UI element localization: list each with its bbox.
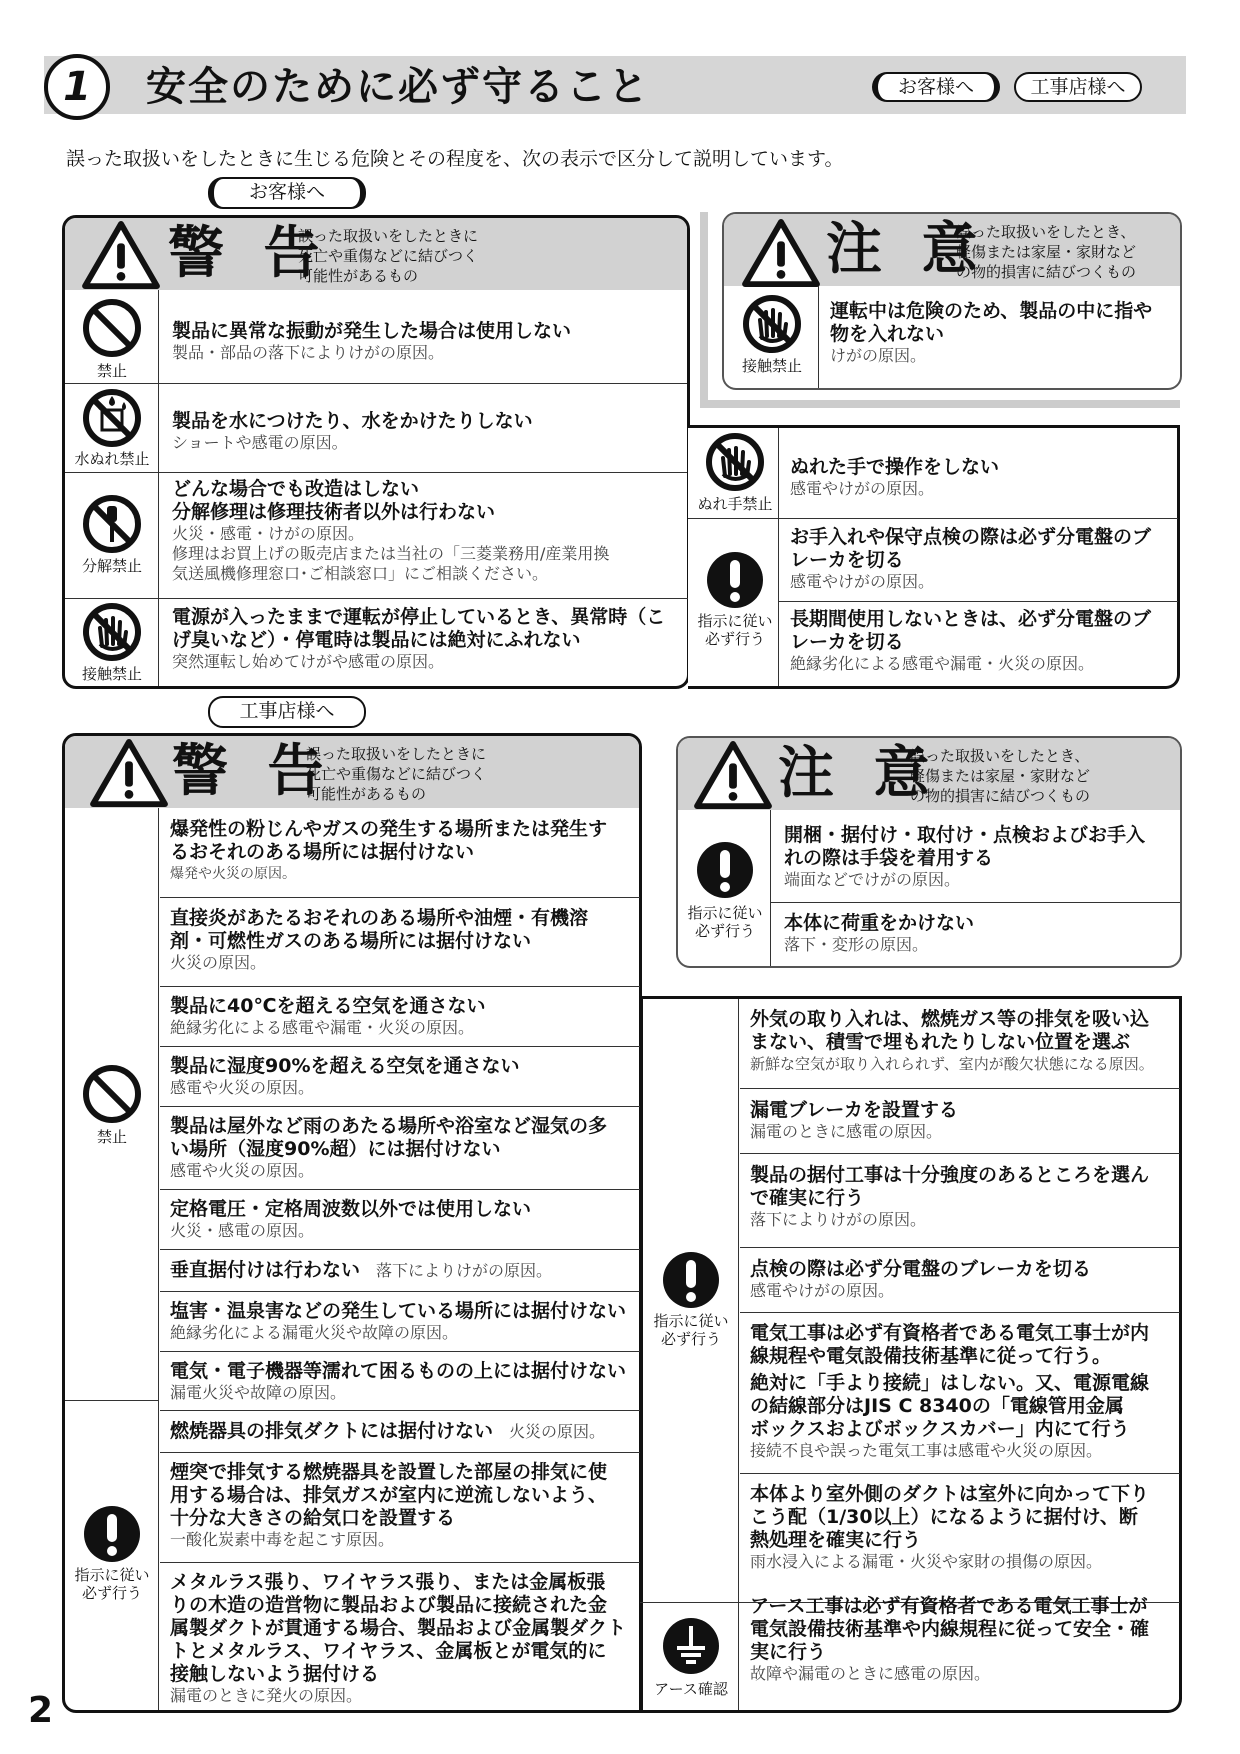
cw-item-1: 製品に異常な振動が発生した場合は使用しない 製品・部品の落下によりけがの原因。 — [172, 320, 572, 362]
kw2-item-1: 外気の取り入れは、燃焼ガス等の排気を吸い込 まない、積雪で埋もれたりしない位置を選ぶ 新鮮な空気が取り入れられず、室内が酸欠状態になる原因。 — [750, 1008, 1154, 1073]
kw2-list — [740, 999, 1180, 1697]
mandatory-icon — [705, 550, 765, 610]
kw-item-7: 垂直据付けは行わない 落下によりけがの原因。 — [160, 1249, 640, 1291]
kw-item-1: 爆発性の粉じんやガスの発生する場所または発生す るおそれのある場所には据付けない 爆発や火災の原因。 — [170, 818, 608, 882]
label-follow: 指示に従い 必ず行う — [653, 1312, 729, 1348]
label-prohibit: 禁止 — [96, 1128, 127, 1146]
prohibit-icon — [82, 1064, 142, 1124]
kw2-item-5: 電気工事は必ず有資格者である電気工事士が内 線規程や電気設備技術基準に従って行う。 絶対に「手より接続」はしない。又、電源電線 の結線部分はJIS C 8340の「電線管用金属 ボックスおよびボックスカバー」内にて行う 接続不良や誤った電気工事は感電や火災の原因。 — [740, 1312, 1180, 1473]
kw-item-5: 製品は屋外など雨のあたる場所や浴室など湿気の多 い場所（湿度90%超）には据付けない 感電や火災の原因。 — [160, 1106, 640, 1189]
kw-item-2: 直接炎があたるおそれのある場所や油煙・有機溶 剤・可燃性ガスのある場所には据付けない 火災の原因。 — [160, 897, 640, 986]
cw2-item-1: ぬれた手で操作をしない 感電やけがの原因。 — [790, 456, 1000, 498]
no-touch-icon — [82, 602, 142, 662]
intro-text: 誤った取扱いをしたときに生じる危険とその程度を、次の表示で区分して説明しています。 — [66, 148, 844, 170]
kw-item-10: 燃焼器具の排気ダクトには据付けない 火災の原因。 — [160, 1410, 640, 1452]
label-water: 水ぬれ禁止 — [74, 450, 150, 468]
kw-item-11: 煙突で排気する燃焼器具を設置した部屋の排気に使 用する場合は、排気ガスが室内に逆流しないよう、 十分な大きさの給気口を設置する 一酸化炭素中毒を起こす原因。 — [160, 1452, 640, 1562]
kw-item-9: 電気・電子機器等濡れて困るものの上には据付けない 漏電火災や故障の原因。 — [160, 1351, 640, 1410]
kw2-item-2: 漏電ブレーカを設置する 漏電のときに感電の原因。 — [740, 1088, 1180, 1153]
cw-item-2: 製品を水につけたり、水をかけたりしない ショートや感電の原因。 — [172, 410, 533, 452]
label-touch: 接触禁止 — [81, 665, 142, 683]
caution-title: 注 意 — [826, 217, 988, 282]
label-touch: 接触禁止 — [741, 357, 802, 375]
caution-triangle-icon — [694, 740, 772, 810]
cw2-item-3: 長期間使用しないときは、必ず分電盤のブ レーカを切る 絶縁劣化による感電や漏電・火災の原因。 — [790, 608, 1152, 673]
section-contractor-label: 工事店様へ — [208, 696, 366, 728]
page-title: 安全のために必ず守ること — [146, 64, 650, 110]
mandatory-icon — [695, 840, 755, 900]
section-number: 1 — [44, 54, 110, 120]
contractor-tag: 工事店様へ — [1014, 72, 1142, 102]
cw-item-3: どんな場合でも改造はしない 分解修理は修理技術者以外は行わない 火災・感電・けがの原因。 修理はお買上げの販売店または当社の「三菱業務用/産業用換 気送風機修理窓口･ご相談窓口」にご相談ください。 — [172, 478, 610, 583]
caution-desc: 誤った取扱いをしたとき、 軽傷または家屋・家財など の物的損害に結びつくもの — [956, 223, 1137, 281]
kc-item-2: 本体に荷重をかけない 落下・変形の原因。 — [784, 912, 975, 954]
label-follow: 指示に従い 必ず行う — [697, 612, 773, 648]
earth-icon — [661, 1616, 721, 1676]
warning-triangle-icon — [82, 220, 160, 290]
cw-item-4: 電源が入ったままで運転が停止しているとき、異常時（こ げ臭いなど）・停電時は製品には絶対にふれない 突然運転し始めてけがや感電の原因。 — [172, 606, 666, 671]
warning-desc: 誤った取扱いをしたときに 死亡や重傷などに結びつく 可能性があるもの — [298, 227, 479, 285]
label-disassemble: 分解禁止 — [81, 557, 142, 575]
kw2-item-7: アース工事は必ず有資格者である電気工事士が 電気設備技術基準や内線規程に従って安全・確 実に行う 故障や漏電のときに感電の原因。 — [750, 1595, 1150, 1683]
cc-item-1: 運転中は危険のため、製品の中に指や 物を入れない けがの原因。 — [830, 300, 1153, 365]
mandatory-icon — [82, 1504, 142, 1564]
label-follow: 指示に従い 必ず行う — [74, 1566, 150, 1602]
label-earth: アース確認 — [654, 1680, 728, 1698]
no-wet-hands-icon — [705, 432, 765, 492]
caution-triangle-icon — [742, 218, 820, 288]
caution-desc-2: 誤った取扱いをしたとき、 軽傷または家屋・家財など の物的損害に結びつくもの — [910, 747, 1091, 805]
warning-title-2: 警 告 — [172, 739, 334, 804]
label-wethand: ぬれ手禁止 — [697, 495, 773, 513]
kw-list — [160, 808, 640, 1712]
kw-item-3: 製品に40℃を超える空気を通さない 絶縁劣化による感電や漏電・火災の原因。 — [160, 986, 640, 1046]
label-prohibit: 禁止 — [96, 362, 127, 380]
cw2-item-2: お手入れや保守点検の際は必ず分電盤のブ レーカを切る 感電やけがの原因。 — [790, 526, 1152, 591]
kc-item-1: 開梱・据付け・取付け・点検およびお手入 れの際は手袋を着用する 端面などでけがの原因。 — [784, 824, 1146, 889]
caution-title-2: 注 意 — [778, 741, 940, 806]
kw2-item-6: 本体より室外側のダクトは室外に向かって下り こう配（1/30以上）になるように据付け、断 熱処理を確実に行う 雨水浸入による漏電・火災や家財の損傷の原因。 — [740, 1473, 1180, 1589]
no-water-icon — [82, 388, 142, 448]
no-touch-icon — [742, 294, 802, 354]
warning-title: 警 告 — [168, 221, 330, 286]
kw-item-4: 製品に湿度90%を超える空気を通さない 感電や火災の原因。 — [160, 1046, 640, 1106]
mandatory-icon — [661, 1250, 721, 1310]
prohibit-icon — [82, 298, 142, 358]
warning-triangle-icon — [90, 738, 168, 808]
kw-item-6: 定格電圧・定格周波数以外では使用しない 火災・感電の原因。 — [160, 1189, 640, 1249]
kw2-item-3: 製品の据付工事は十分強度のあるところを選ん で確実に行う 落下によりけがの原因。 — [740, 1153, 1180, 1247]
label-follow: 指示に従い 必ず行う — [687, 904, 763, 940]
kw-item-12: メタルラス張り、ワイヤラス張り、または金属板張 りの木造の造営物に製品および製品に接続された金 属製ダクトが貫通する場合、製品および金属製ダクト トとメタルラス、ワイヤラス、金属板とが電気的に 接触しないよう据付ける 漏電のときに発火の原因。 — [160, 1562, 640, 1712]
no-disassembly-icon — [82, 494, 142, 554]
warning-desc-2: 誤った取扱いをしたときに 死亡や重傷などに結びつく 可能性があるもの — [306, 745, 487, 803]
kw-item-8: 塩害・温泉害などの発生している場所には据付けない 絶縁劣化による漏電火災や故障の原因。 — [160, 1291, 640, 1351]
customer-tag: お客様へ — [872, 72, 1000, 102]
kw2-item-4: 点検の際は必ず分電盤のブレーカを切る 感電やけがの原因。 — [740, 1247, 1180, 1312]
section-customer-label: お客様へ — [208, 177, 366, 209]
page-number: 2 — [28, 1690, 54, 1731]
